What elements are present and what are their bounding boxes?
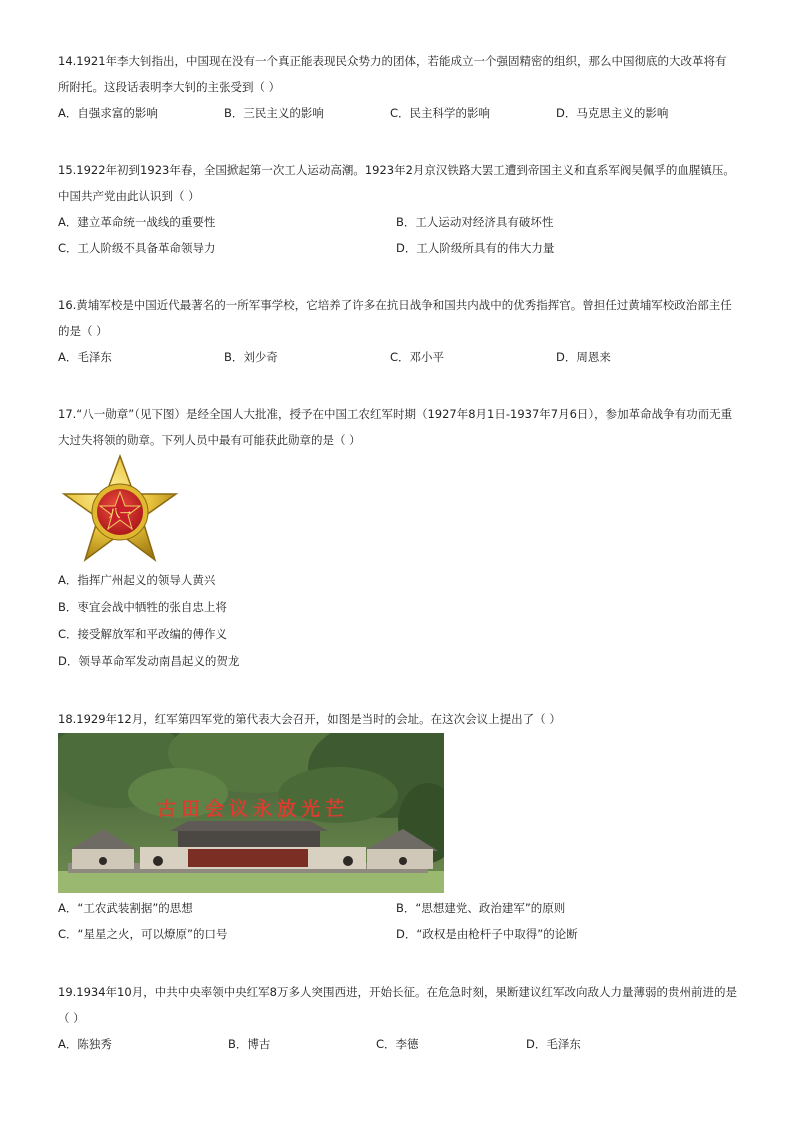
bayi-medal-image (58, 452, 182, 570)
question-14 (58, 48, 738, 126)
option-d[interactable]: D．领导革命军发动南昌起义的贺龙 (58, 654, 240, 668)
question-17-options (58, 567, 738, 675)
option-c[interactable]: C．工人阶级不具备革命领导力 (58, 241, 216, 255)
options (58, 1031, 738, 1057)
option-c[interactable]: C．李德 (376, 1037, 419, 1051)
question-18-options (58, 895, 738, 947)
option-a[interactable]: A．陈独秀 (58, 1037, 112, 1051)
option-b[interactable]: B．博古 (228, 1037, 271, 1051)
option-d[interactable]: D．周恩来 (556, 350, 611, 364)
option-d[interactable]: D．马克思主义的影响 (556, 106, 669, 120)
question-19 (58, 979, 738, 1057)
option-b[interactable]: B．三民主义的影响 (224, 106, 324, 120)
option-a[interactable]: A．自强求富的影响 (58, 106, 158, 120)
question-15 (58, 157, 738, 261)
option-a[interactable]: A．毛泽东 (58, 350, 112, 364)
option-b[interactable]: B．工人运动对经济具有破坏性 (396, 215, 554, 229)
option-d[interactable]: D．毛泽东 (526, 1037, 581, 1051)
options (58, 209, 738, 261)
option-c[interactable]: C．接受解放军和平改编的傅作义 (58, 627, 228, 641)
option-a[interactable]: A．建立革命统一战线的重要性 (58, 215, 216, 229)
option-a[interactable]: A．指挥广州起义的领导人黄兴 (58, 573, 216, 587)
options (58, 344, 738, 370)
question-17 (58, 401, 738, 453)
question-stem: 19.1934年10月，中共中央率领中央红军8万多人突围西进，开始长征。在危急时刻，果断建议红军改向敌人力量薄弱的贵州前进的是（ ） (58, 985, 737, 1025)
question-stem: 14.1921年李大钊指出，中国现在没有一个真正能表现民众势力的团体，若能成立一个强固精密的组织，那么中国彻底的大改革将有所附托。这段话表明李大钊的主张受到（ ） (58, 54, 727, 94)
question-stem: 17.“八一勋章”（见下图）是经全国人大批准，授予在中国工农红军时期（1927年8月1日-1937年7月6日），参加革命战争有功而无重大过失将领的勋章。下列人员中最有可能获此勋章的是（ ） (58, 407, 733, 447)
options (58, 895, 738, 947)
option-b[interactable]: B．枣宜会战中牺牲的张自忠上将 (58, 600, 227, 614)
option-c[interactable]: C．“星星之火，可以燎原”的口号 (58, 927, 228, 941)
question-16 (58, 292, 738, 370)
option-a[interactable]: A．“工农武装割据”的思想 (58, 901, 193, 915)
option-b[interactable]: B．刘少奇 (224, 350, 278, 364)
options (58, 100, 738, 126)
option-c[interactable]: C．邓小平 (390, 350, 445, 364)
option-c[interactable]: C．民主科学的影响 (390, 106, 491, 120)
question-18 (58, 706, 738, 732)
medal-text: 八一 (109, 507, 131, 520)
question-stem: 15.1922年初到1923年春，全国掀起第一次工人运动高潮。1923年2月京汉铁路大罢工遭到帝国主义和直系军阀吴佩孚的血腥镇压。中国共产党由此认识到（ ） (58, 163, 735, 203)
question-stem: 16.黄埔军校是中国近代最著名的一所军事学校，它培养了许多在抗日战争和国共内战中的优秀指挥官。曾担任过黄埔军校政治部主任的是（ ） (58, 298, 732, 338)
slogan-text: 古田会议永放光芒 (156, 798, 350, 820)
option-d[interactable]: D．工人阶级所具有的伟大力量 (396, 241, 555, 255)
question-stem: 18.1929年12月，红军第四军党的第代表大会召开，如图是当时的会址。在这次会议上提出了（ ） (58, 712, 561, 726)
option-d[interactable]: D．“政权是由枪杆子中取得”的论断 (396, 927, 578, 941)
option-b[interactable]: B．“思想建党、政治建军”的原则 (396, 901, 566, 915)
gutian-meeting-site-photo (58, 733, 444, 893)
